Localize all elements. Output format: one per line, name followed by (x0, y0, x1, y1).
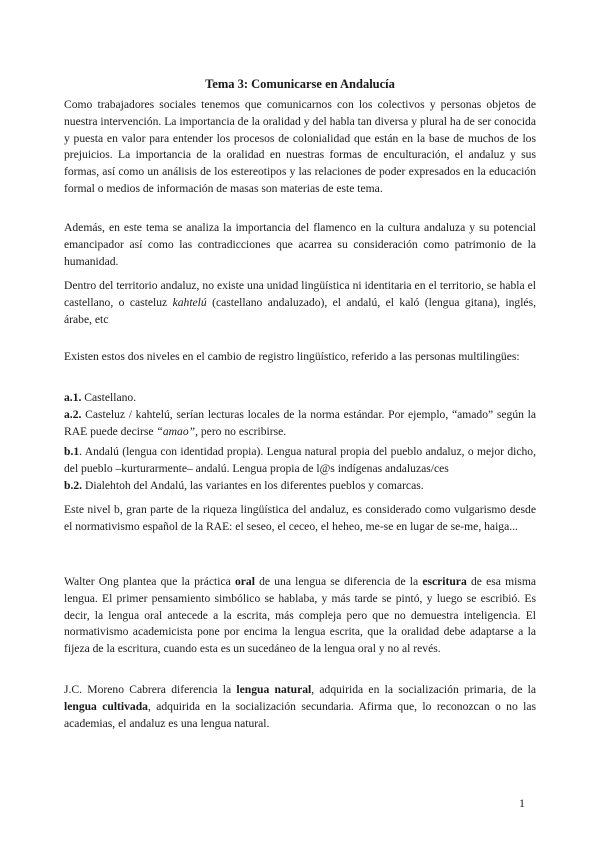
term-lengua-cultivada: lengua cultivada (64, 699, 148, 713)
paragraph-ong (64, 574, 536, 658)
paragraph-vulgarism: Este nivel b, gran parte de la riqueza lingüística del andaluz, es considerado como vulgarismo desde el normativismo español de la RAE: el seseo, el ceceo, el heheo, me-se en lugar de se-me, haiga... (64, 503, 536, 533)
page-number: 1 (519, 796, 525, 810)
level-a1 (64, 390, 536, 407)
paragraph-ong-text-3: de esa misma lengua. El primer pensamiento simbólico se hablaba, y más tarde se pintó, y luego se escribió. Es decir, la lengua oral antecede a la escrita, más compleja pero que no demuestra inteligencia. El normativismo academicista pone por encima la lengua escrita, que la oralidad debe adaptarse a la fijeza de la escritura, cuando esta es un sucedáneo de la lengua oral y no al revés. (64, 575, 536, 656)
paragraph-flamenco: Además, en este tema se analiza la importancia del flamenco en la cultura andaluza y su potencial emancipador así como las contradicciones que acarrea su consideración como patrimonio de la humanidad. (64, 221, 536, 268)
level-b2-text: Dialehtoh del Andalú, las variantes en los diferentes pueblos y comarcas. (82, 478, 424, 492)
paragraph-territory (64, 278, 536, 328)
paragraph-levels: Existen estos dos niveles en el cambio de registro lingüístico, referido a las personas multilingües: (64, 350, 520, 363)
term-escritura: escritura (422, 575, 467, 588)
paragraph-moreno (64, 682, 536, 732)
paragraph-ong-text-1: Walter Ong plantea que la práctica (64, 575, 235, 588)
paragraph-territory-text-2: (castellano andaluzado), el andalú, el kaló (lengua gitana), inglés, árabe, etc (64, 295, 536, 326)
amao-example: “amao” (156, 424, 196, 438)
paragraph-moreno-text-1: J.C. Moreno Cabrera diferencia la (64, 683, 237, 696)
level-a1-label: a.1. (64, 391, 82, 404)
kahtelu-term: kahtelú (172, 295, 207, 309)
paragraph-territory-text-1: Dentro del territorio andaluz, no existe una unidad lingüística ni identitaria en el territorio, se habla el castellano, o casteluz (64, 279, 536, 309)
term-lengua-natural: lengua natural (236, 683, 312, 696)
level-b2-label: b.2. (64, 478, 83, 492)
level-b1-label: b.1 (64, 445, 80, 458)
paragraph-ong-text-2: de una lengua se diferencia de la (254, 575, 423, 588)
level-b1 (64, 445, 536, 475)
level-a2-text: Casteluz / kahtelú, serían lecturas locales de la norma estándar. Por ejemplo, “amado” según la RAE puede decirse (64, 407, 536, 438)
paragraph-moreno-text-3: , adquirida en la socialización secundaria. Afirma que, lo reconozcan o no las academias, el andaluz es una lengua natural. (64, 699, 536, 730)
level-a1-text: Castellano. (81, 391, 137, 404)
term-oral: oral (234, 575, 255, 588)
level-a2-text-end: , pero no escribirse. (195, 424, 287, 438)
level-a2-label: a.2. (64, 407, 82, 421)
paragraph-moreno-text-2: , adquirida en la socialización primaria, de la (311, 683, 536, 696)
level-a2 (64, 408, 536, 438)
paragraph-intro: Como trabajadores sociales tenemos que comunicarnos con los colectivos y personas objetos de nuestra intervención. La importancia de la oralidad y del habla tan diversa y plural ha de ser conocida y puesta en valor para entender los procesos de colonialidad que están en la base de muchos de los prejuicios. La importancia de la oralidad en nuestras formas de enculturación, el andaluz y sus formas, así como un análisis de los estereotipos y las relaciones de poder expresados en la educación formal o medios de información de masas son materias de este tema. (64, 98, 536, 195)
document-title: Tema 3: Comunicarse en Andalucía (205, 77, 395, 91)
level-list-b (64, 444, 536, 494)
level-b2 (64, 478, 536, 495)
level-b1-text: . Andalú (lengua con identidad propia). Lengua natural propia del pueblo andaluz, o mejor dicho, del pueblo –kurturarmente– andalú. Lengua propia de l@s indígenas andaluzas/ces (64, 445, 536, 475)
level-list-a (64, 390, 536, 440)
